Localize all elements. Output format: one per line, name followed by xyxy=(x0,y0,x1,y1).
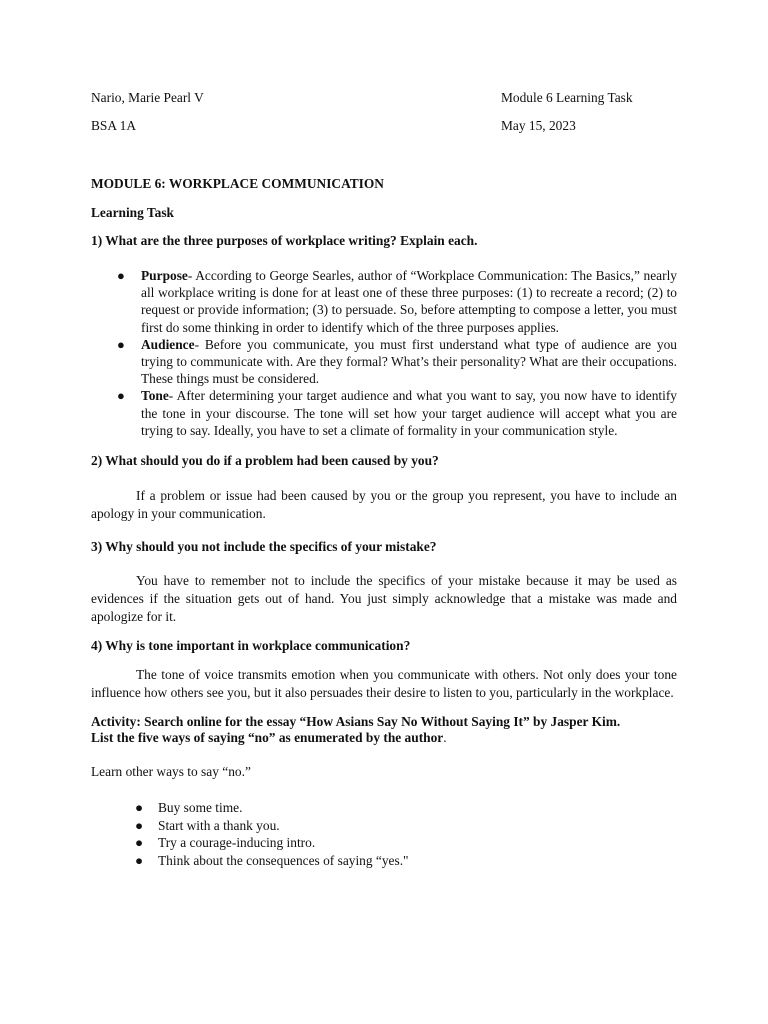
purpose-text: - After determining your target audience and what you want to say, you now have to identify the tone in your discourse. The tone will set how your target audience will accept what you are trying to say. Ideally, you have to set a climate of formality in your communication style. xyxy=(141,388,677,438)
list-item xyxy=(91,336,677,388)
date-label: May 15, 2023 xyxy=(501,118,576,133)
purpose-term: Tone xyxy=(141,388,169,404)
bullet-icon: ● xyxy=(117,336,125,352)
header-row-1 xyxy=(91,90,677,118)
ways-list xyxy=(91,799,677,869)
student-name: Nario, Marie Pearl V xyxy=(91,90,204,105)
activity-line-2: List the five ways of saying “no” as enumerated by the author xyxy=(91,730,444,746)
question-4: 4) Why is tone important in workplace communication? xyxy=(91,638,411,654)
bullet-icon: ● xyxy=(135,817,144,833)
bullet-icon: ● xyxy=(135,800,144,816)
module-label: Module 6 Learning Task xyxy=(501,90,633,105)
question-1: 1) What are the three purposes of workplace writing? Explain each. xyxy=(91,233,478,248)
list-item xyxy=(91,852,677,870)
question-2: 2) What should you do if a problem had been caused by you? xyxy=(91,453,439,469)
section-label: BSA 1A xyxy=(91,118,137,133)
header-row-2 xyxy=(91,118,677,146)
bullet-icon: ● xyxy=(135,835,144,851)
document-subtitle: Learning Task xyxy=(91,205,174,220)
activity-block xyxy=(91,714,677,746)
bullet-icon: ● xyxy=(135,852,144,868)
question-3: 3) Why should you not include the specifics of your mistake? xyxy=(91,539,437,555)
learn-other-ways: Learn other ways to say “no.” xyxy=(91,764,251,780)
activity-line-2-end: . xyxy=(443,730,447,746)
list-item xyxy=(91,267,677,336)
activity-line-1: Activity: Search online for the essay “How Asians Say No Without Saying It” by Jasper Kim. xyxy=(91,714,621,730)
list-item xyxy=(91,387,677,439)
bullet-icon: ● xyxy=(117,268,125,283)
way-text: Think about the consequences of saying “yes." xyxy=(158,852,409,868)
way-text: Buy some time. xyxy=(158,800,243,816)
document-title: MODULE 6: WORKPLACE COMMUNICATION xyxy=(91,176,384,191)
list-item xyxy=(91,834,677,852)
list-item xyxy=(91,817,677,835)
bullet-icon: ● xyxy=(117,388,125,404)
purposes-list xyxy=(91,267,677,439)
answer-2: If a problem or issue had been caused by you or the group you represent, you have to include an apology in your communication. xyxy=(91,488,677,522)
purpose-term: Audience xyxy=(141,336,195,352)
purpose-text: - Before you communicate, you must first understand what type of audience are you trying to communicate with. Are they formal? What’s their personality? What are their occupations. These things must be considered. xyxy=(141,336,677,387)
way-text: Try a courage-inducing intro. xyxy=(158,835,316,851)
list-item xyxy=(91,799,677,817)
purpose-text: - According to George Searles, author of “Workplace Communication: The Basics,” nearly all workplace writing is done for at least one of these three purposes: (1) to recreate a record; (2) to request or provide information; (3) to persuade. So, before attempting to compose a letter, you must first do some thinking in order to identify which of the three purposes applies. xyxy=(141,268,677,335)
way-text: Start with a thank you. xyxy=(158,817,280,833)
document-page xyxy=(91,90,677,869)
purpose-term: Purpose xyxy=(141,268,188,283)
answer-4: The tone of voice transmits emotion when you communicate with others. Not only does your tone influence how others see you, but it also persuades their desire to listen to you, particularly in the workplace. xyxy=(91,667,677,701)
answer-3: You have to remember not to include the specifics of your mistake because it may be used as evidences if the situation gets out of hand. You just simply acknowledge that a mistake was made and apologize for it. xyxy=(91,573,677,625)
activity-line-2-wrap xyxy=(91,730,677,746)
